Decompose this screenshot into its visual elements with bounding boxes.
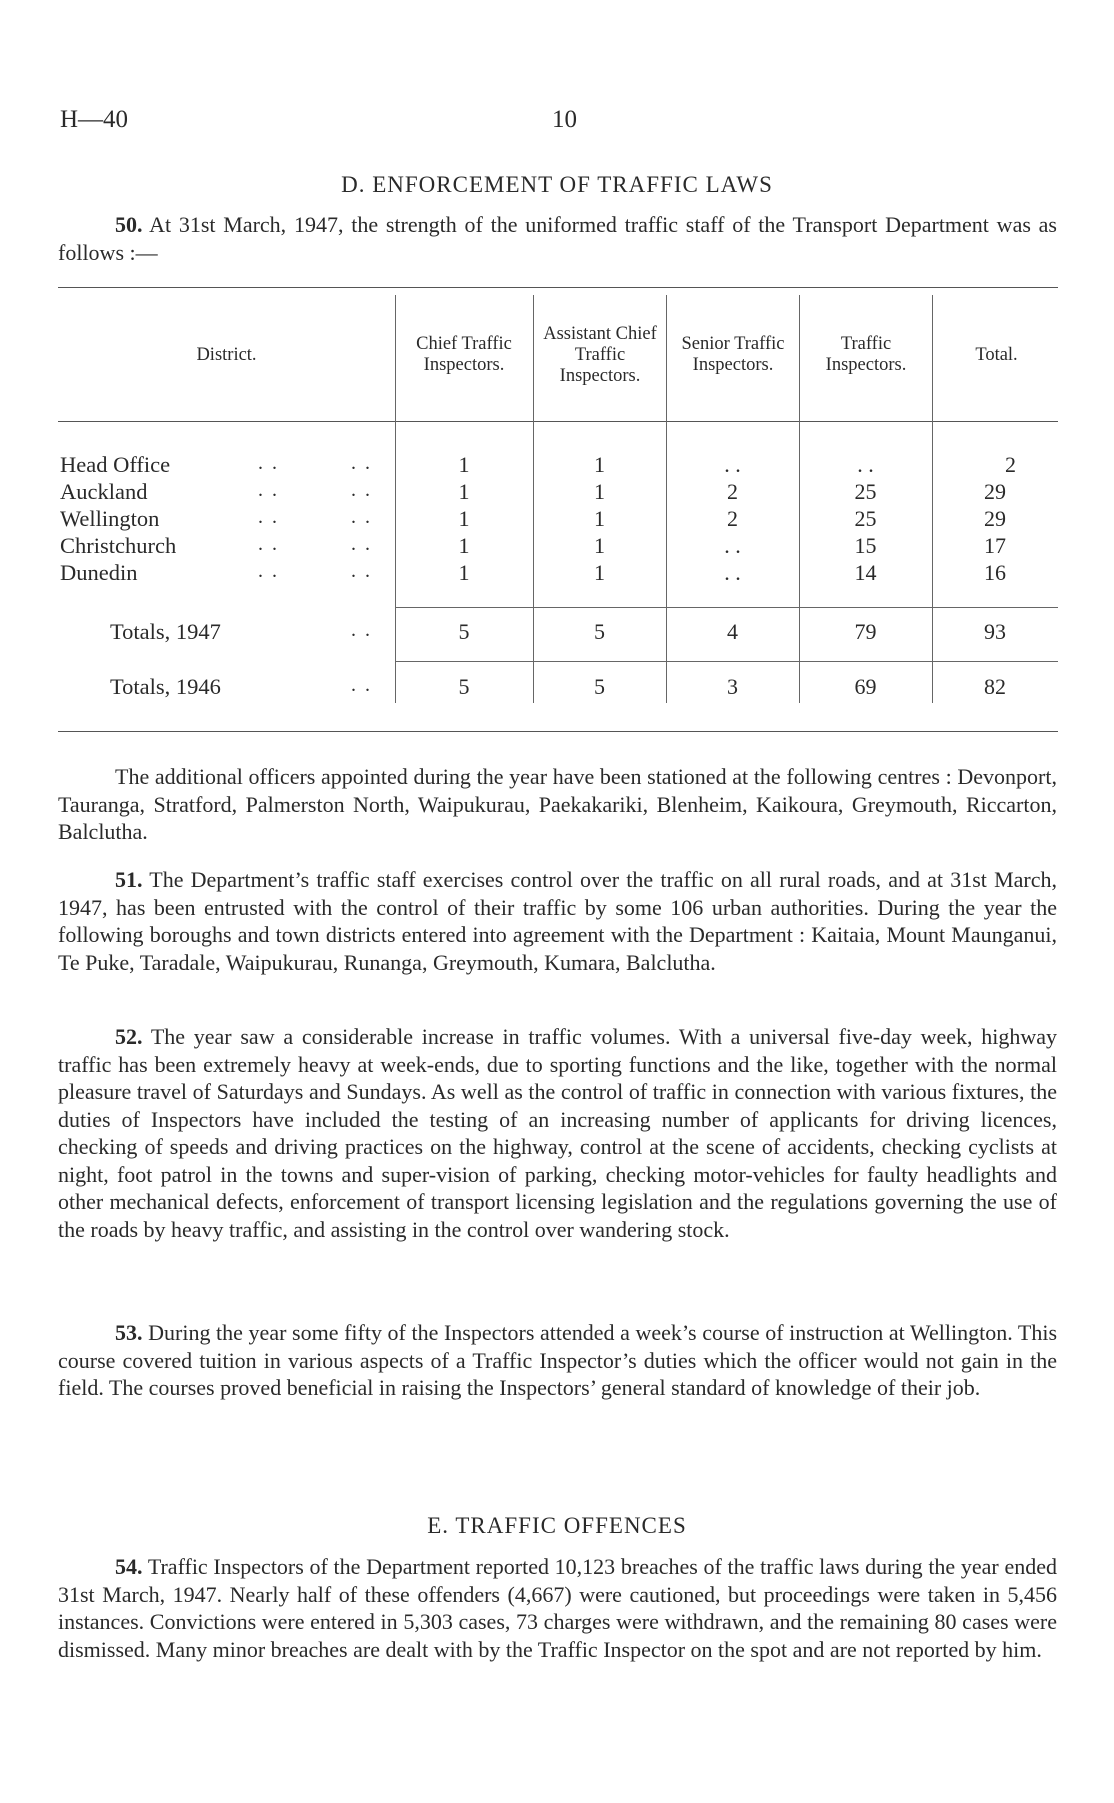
cell-chief: 5 — [458, 619, 470, 644]
cell-senior: 3 — [727, 674, 738, 699]
cell-senior: . . — [724, 533, 741, 558]
leader-dots: . . — [351, 674, 372, 696]
paragraph-number: 54. — [115, 1554, 143, 1579]
totals-label: Totals, 1947 — [110, 619, 221, 644]
paragraph-54 — [58, 1553, 1057, 1663]
cell-chief: 1 — [458, 533, 470, 558]
cell-senior: 2 — [727, 479, 738, 504]
leader-dots: . . — [258, 506, 279, 528]
cell-inspectors: 25 — [854, 506, 877, 531]
leader-dots: . . — [258, 560, 279, 582]
column-header-inspectors: Traffic Inspectors. — [825, 334, 907, 375]
leader-dots: . . — [258, 452, 279, 474]
district-name: Wellington — [60, 506, 160, 531]
cell-assistant: 1 — [594, 479, 605, 504]
section-e-title: E. TRAFFIC OFFENCES — [427, 1513, 687, 1538]
totals-label: Totals, 1946 — [110, 674, 221, 699]
leader-dots: . . — [351, 560, 372, 582]
cell-inspectors: 79 — [854, 619, 877, 644]
paragraph-text: At 31st March, 1947, the strength of the uniformed traffic staff of the Transport Department was as follows :— — [58, 212, 1057, 265]
paragraph-53 — [58, 1319, 1057, 1402]
leader-dots: . . — [351, 452, 372, 474]
cell-assistant: 1 — [594, 533, 605, 558]
cell-chief: 1 — [458, 560, 470, 585]
paragraph-number: 53. — [115, 1320, 143, 1345]
section-d-title: D. ENFORCEMENT OF TRAFFIC LAWS — [341, 172, 773, 197]
cell-total: 82 — [984, 674, 1006, 699]
totals-rule — [395, 607, 1058, 608]
leader-dots: . . — [351, 619, 372, 641]
cell-chief: 5 — [458, 674, 470, 699]
paragraph-number: 52. — [115, 1024, 143, 1049]
cell-total: 17 — [984, 533, 1006, 558]
leader-dots: . . — [351, 479, 372, 501]
leader-dots: . . — [351, 506, 372, 528]
table-top-rule — [58, 287, 1058, 288]
cell-inspectors: . . — [857, 452, 874, 477]
paragraph-number: 50. — [115, 212, 143, 237]
cell-inspectors: 15 — [854, 533, 877, 558]
cell-senior: . . — [724, 560, 741, 585]
column-header-district: District. — [196, 344, 257, 365]
district-name: Auckland — [60, 479, 148, 504]
cell-assistant: 1 — [594, 506, 605, 531]
district-name: Dunedin — [60, 560, 138, 585]
cell-inspectors: 14 — [854, 560, 877, 585]
leader-dots: . . — [258, 479, 279, 501]
header-bottom-rule — [58, 421, 1058, 422]
page-number: 10 — [552, 106, 577, 133]
paragraph-number: 51. — [115, 867, 143, 892]
leader-dots: . . — [258, 533, 279, 555]
document-code: H—40 — [60, 106, 129, 133]
cell-chief: 1 — [458, 479, 470, 504]
paragraph-text: The year saw a considerable increase in traffic volumes. With a universal five-day week, highway traffic has been extremely heavy at week-ends, due to sporting functions and the like, together with the normal pleasure travel of Saturdays and Sundays. As well as the control of traffic in connection with various fixtures, the duties of Inspectors have included the testing of an increasing number of applicants for driving licences, checking of speeds and driving practices on the highway, control at the scene of accidents, checking cyclists at night, foot patrol in the towns and super-vision of parking, checking motor-vehicles for faulty headlights and other mechanical defects, enforcement of transport licensing legislation and the regulations governing the use of the roads by heavy traffic, and assisting in the control over wandering stock. — [58, 1024, 1057, 1242]
paragraph-text: The Department’s traffic staff exercises control over the traffic on all rural roads, and at 31st March, 1947, has been entrusted with the control of their traffic by some 106 urban authorities. During the year the following boroughs and town districts entered into agreement with the Department : Kaitaia, Mount Maunganui, Te Puke, Taradale, Waipukurau, Runanga, Greymouth, Kumara, Balclutha. — [58, 867, 1057, 975]
cell-chief: 1 — [458, 452, 470, 477]
paragraph-51 — [58, 866, 1057, 976]
paragraph-text: Traffic Inspectors of the Department reported 10,123 breaches of the traffic laws during the year ended 31st March, 1947. Nearly half of these offenders (4,667) were cautioned, but proceedings were taken in 5,456 instances. Convictions were entered in 5,303 cases, 73 charges were withdrawn, and the remaining 80 cases were dismissed. Many minor breaches are dealt with by the Traffic Inspector on the spot and are not reported by him. — [58, 1554, 1057, 1662]
cell-senior: 2 — [727, 506, 738, 531]
cell-assistant: 5 — [594, 619, 605, 644]
paragraph-50 — [58, 211, 1057, 266]
cell-total: 29 — [984, 479, 1006, 504]
totals-rule — [395, 661, 1058, 662]
cell-total: 16 — [984, 560, 1006, 585]
cell-total: 93 — [984, 619, 1006, 644]
cell-assistant: 1 — [594, 560, 605, 585]
column-header-assistant: Assistant Chief Traffic Inspectors. — [543, 323, 657, 386]
leader-dots: . . — [351, 533, 372, 555]
cell-assistant: 5 — [594, 674, 605, 699]
table-bottom-rule — [58, 731, 1058, 732]
column-header-total: Total. — [975, 344, 1018, 365]
cell-inspectors: 25 — [854, 479, 877, 504]
cell-assistant: 1 — [594, 452, 605, 477]
cell-chief: 1 — [458, 506, 470, 531]
district-name: Christchurch — [60, 533, 177, 558]
cell-senior: 4 — [727, 619, 738, 644]
district-name: Head Office — [60, 452, 171, 477]
paragraph-text: During the year some fifty of the Inspectors attended a week’s course of instruction at Wellington. This course covered tuition in various aspects of a Traffic Inspector’s duties which the officer would not gain in the field. The courses proved beneficial in raising the Inspectors’ general standard of knowledge of their job. — [58, 1320, 1058, 1400]
staff-table: District. Chief Traffic Inspectors. Assistant Chief Traffic Inspectors. Senior Traffic Inspectors. Traffic Inspectors. Total. Head Office . . . . 1 1 . . . . 2 Auckland . . . . 1 1 2 25 29 Wellington . . . . 1 1 2 25 29 Christchurch . . . . 1 1 . . 15 17 Dunedin . . . . 1 1 . . 14 16 Totals, 1947 . . 5 5 4 79 93 Totals, 1946 . . 5 5 3 69 82 — [58, 287, 1058, 732]
cell-senior: . . — [724, 452, 741, 477]
cell-total: 29 — [984, 506, 1006, 531]
paragraph-additional-officers: The additional officers appointed during the year have been stationed at the following centres : Devonport, Tauranga, Stratford, Palmerston North, Waipukurau, Paekakariki, Blenheim, Kaikoura, Greymouth, Riccarton, Balclutha. — [58, 764, 1057, 844]
column-header-chief: Chief Traffic Inspectors. — [416, 334, 512, 375]
paragraph-52 — [58, 1023, 1057, 1243]
column-header-senior: Senior Traffic Inspectors. — [681, 334, 785, 375]
cell-inspectors: 69 — [854, 674, 877, 699]
